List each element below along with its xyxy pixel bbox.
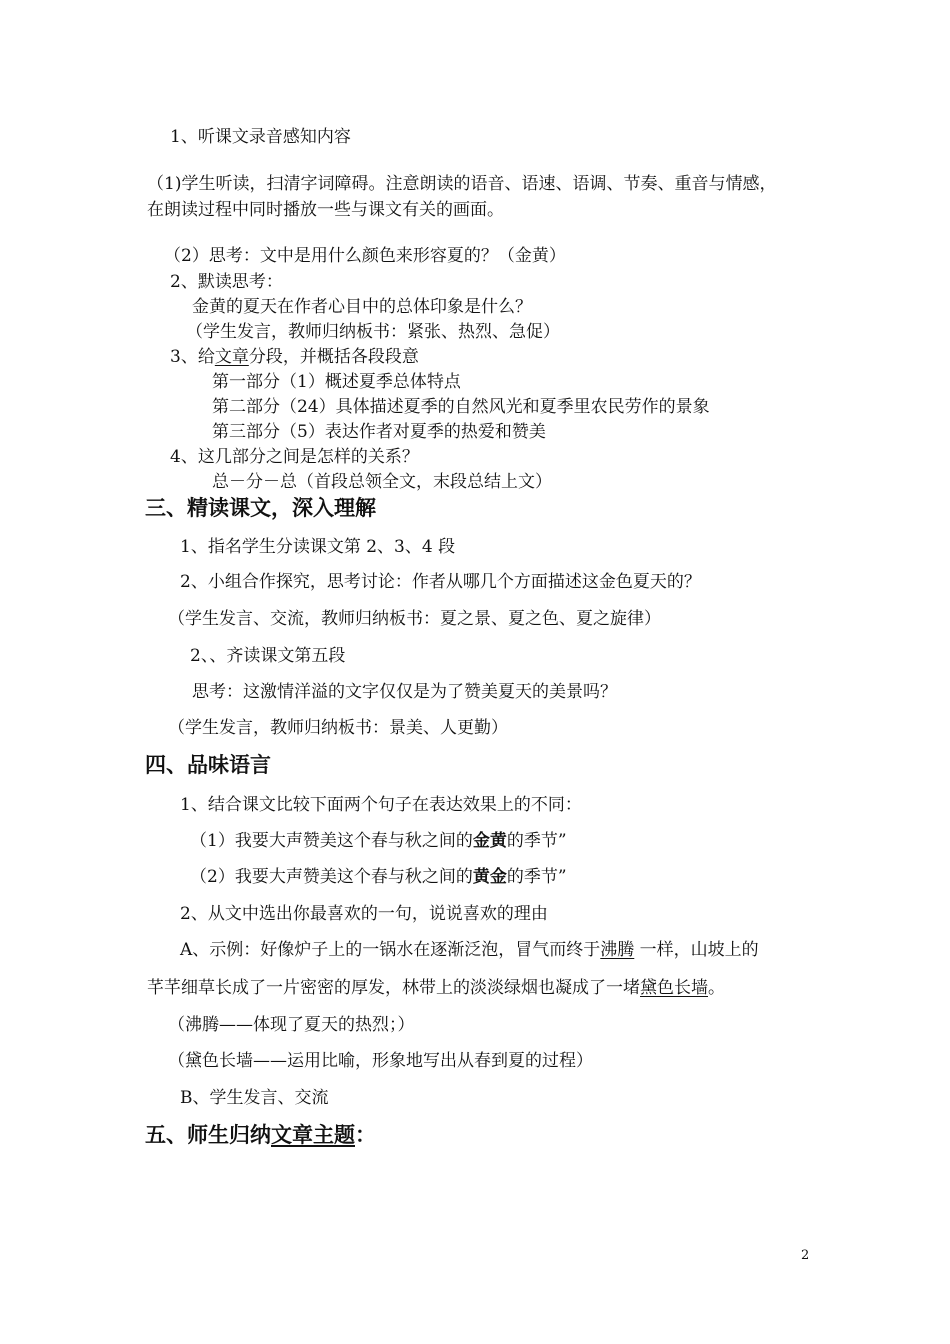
page-number: 2 — [801, 1248, 810, 1263]
text-line: 金黄的夏天在作者心目中的总体印象是什么？ — [192, 297, 532, 317]
text-line: 4、这几部分之间是怎样的关系？ — [170, 447, 419, 467]
text-line: A、示例：好像炉子上的一锅水在逐渐泛泡，冒气而终于沸腾 一样，山坡上的 — [180, 940, 759, 960]
text-line: 2、小组合作探究，思考讨论：作者从哪几个方面描述这金色夏天的？ — [180, 572, 701, 592]
underlined-word: 沸腾 — [600, 940, 635, 960]
text-line: 在朗读过程中同时播放一些与课文有关的画面。 — [147, 200, 504, 220]
text-line: B、学生发言、交流 — [180, 1088, 329, 1108]
underlined-word: 文章 — [214, 347, 249, 367]
text-line: 1、听课文录音感知内容 — [170, 127, 351, 147]
text-line: （黛色长墙——运用比喻，形象地写出从春到夏的过程） — [168, 1051, 593, 1071]
text-line: 2、、齐读课文第五段 — [190, 646, 346, 666]
bold-word: 金黄 — [472, 831, 507, 851]
section-heading: 四、品味语言 — [145, 753, 271, 777]
text-line: （1）我要大声赞美这个春与秋之间的金黄的季节” — [190, 831, 567, 851]
underlined-word: 黛色长墙 — [640, 978, 708, 998]
text-line: 2、从文中选出你最喜欢的一句，说说喜欢的理由 — [180, 904, 548, 924]
text-line: 1、结合课文比较下面两个句子在表达效果上的不同： — [180, 795, 582, 815]
text-line: 总－分－总（首段总领全文，末段总结上文） — [212, 472, 552, 492]
section-heading: 三、精读课文，深入理解 — [145, 496, 376, 520]
text-line: （学生发言、交流，教师归纳板书：夏之景、夏之色、夏之旋律） — [168, 609, 661, 629]
text-line: （沸腾——体现了夏天的热烈；） — [168, 1015, 415, 1035]
text-line: （学生发言，教师归纳板书：景美、人更勤） — [168, 718, 508, 738]
text-line: （学生发言，教师归纳板书：紧张、热烈、急促） — [186, 322, 560, 342]
text-line: 思考：这激情洋溢的文字仅仅是为了赞美夏天的美景吗？ — [192, 682, 617, 702]
text-line: 第三部分（5）表达作者对夏季的热爱和赞美 — [212, 422, 546, 442]
text-line: 3、给文章分段，并概括各段段意 — [170, 347, 419, 367]
text-line: 第一部分（1）概述夏季总体特点 — [212, 372, 461, 392]
text-line: 1、指名学生分读课文第 2、3、4 段 — [180, 537, 456, 557]
text-line: 2、默读思考： — [170, 272, 283, 292]
bold-word: 黄金 — [472, 867, 507, 887]
underlined-word: 文章主题 — [271, 1123, 355, 1147]
text-line: （1)学生听读，扫清字词障碍。注意朗读的语音、语速、语调、节奏、重音与情感， — [147, 174, 777, 194]
text-line: （2）思考：文中是用什么颜色来形容夏的？（金黄） — [164, 246, 566, 266]
section-heading: 五、师生归纳文章主题： — [145, 1123, 376, 1147]
text-line: 芊芊细草长成了一片密密的厚发，林带上的淡淡绿烟也凝成了一堵黛色长墙。 — [147, 978, 725, 998]
text-line: （2）我要大声赞美这个春与秋之间的黄金的季节” — [190, 867, 567, 887]
text-line: 第二部分（24）具体描述夏季的自然风光和夏季里农民劳作的景象 — [212, 397, 710, 417]
